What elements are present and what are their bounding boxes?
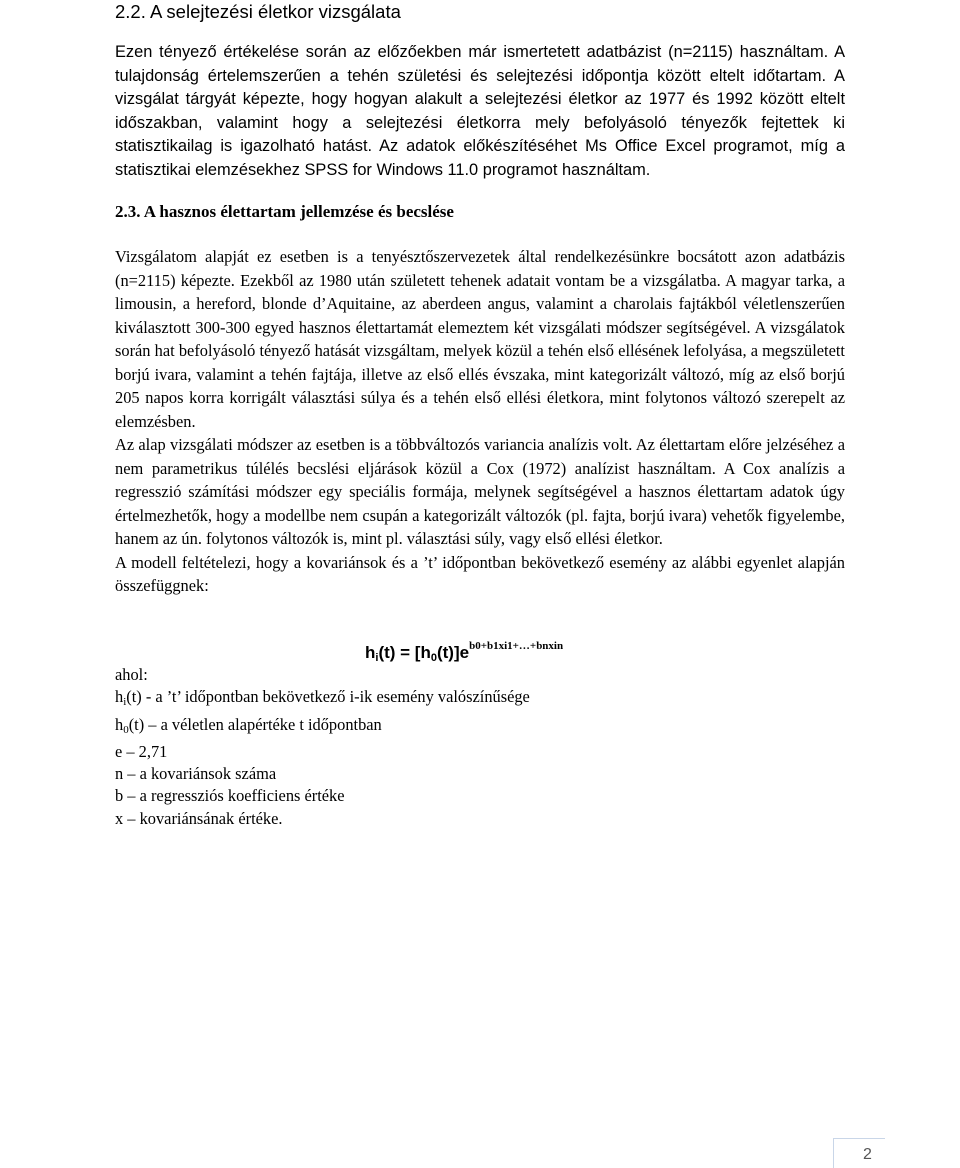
section-2-3-paragraph-1: Vizsgálatom alapját ez esetben is a tenyésztőszervezetek által rendelkezésünkre bocsátott azon adatbázis (n=2115) képezte. Ezekből az 1980 után született tehenek adatait vontam be a vizsgálatba. A magyar tarka, a limousin, a hereford, blonde d’Aquitaine, az aberdeen angus, valamint a charolais fajtákból véletlenszerűen kiválasztott 300-300 egyed hasznos élettartamát elemeztem két vizsgálati módszer segítségével. A vizsgálatok során hat befolyásoló tényező hatását vizsgáltam, melyek közül a tehén első ellésének lefolyása, a megszületett borjú ivara, valamint a tehén fajtája, illetve az első ellés évszaka, mint kategorizált változó, míg az első borjú 205 napos korra korrigált választási súlya és a tehén első ellési életkora, mint folytonos változó szerepelt az elemzésben. <box>115 247 845 431</box>
section-2-3-block <box>115 245 845 598</box>
section-2-3-paragraph-3: A modell feltételezi, hogy a kovariánsok és a ’t’ időpontban bekövetkező esemény az alábbi egyenlet alapján összefüggnek: <box>115 552 845 595</box>
section-2-2-paragraph: Ezen tényező értékelése során az előzőekben már ismertetett adatbázist (n=2115) használtam. A tulajdonság értelemszerűen a tehén születési és selejtezési időpontja között eltelt időtartam. A vizsgálat tárgyát képezte, hogy hogyan alakult a selejtezési életkor az 1977 és 1992 között eltelt időszakban, valamint hogy a selejtezési életkorra mely befolyásoló tényezők fejtettek ki statisztikailag is igazolható hatást. Az adatok előkészítéséhet Ms Office Excel programot, míg a statisztikai elemzésekhez SPSS for Windows 11.0 programot használtam. <box>115 43 845 179</box>
definition-item: $h_0(t)$ – a véletlen alapértéke t időpontban <box>115 714 382 736</box>
section-heading-2-2: 2.2. A selejtezési életkor vizsgálata <box>115 1 401 22</box>
definition-item: x – kovariánsának értéke. <box>115 808 283 828</box>
definition-item: n – a kovariánsok száma <box>115 764 277 784</box>
page-number-frame <box>833 1138 885 1168</box>
definitions-list <box>115 664 530 830</box>
cox-formula: $h_i(t) = [h_0(t)]e^{b0+b1xi1+\dots+bnxin}$ <box>365 640 564 664</box>
section-heading-2-3: 2.3. A hasznos élettartam jellemzése és becslése <box>115 202 454 221</box>
definition-item: b – a regressziós koefficiens értéke <box>115 786 345 806</box>
page-number: 2 <box>863 1146 872 1163</box>
definitions-intro: ahol: <box>115 665 148 684</box>
definition-item: e – 2,71 <box>115 741 168 761</box>
definition-item: $h_i(t)$ - a ’t’ időpontban bekövetkező i-ik esemény valószínűsége <box>115 687 530 709</box>
section-2-3-paragraph-2: Az alap vizsgálati módszer az esetben is a többváltozós variancia analízis volt. Az élettartam előre jelzéséhez a nem parametrikus túlélés becslési eljárások közül a Cox (1972) analízist használtam. A Cox analízis a regresszió számítási módszer egy speciális formája, melynek segítségével a hasznos élettartam adatok úgy értelmezhetők, hogy a modellbe nem csupán a kategorizált változók (pl. fajta, borjú ivara) vehetők figyelembe, hanem az ún. folytonos változók is, mint pl. választási súly, vagy első ellési életkor. <box>115 435 845 548</box>
